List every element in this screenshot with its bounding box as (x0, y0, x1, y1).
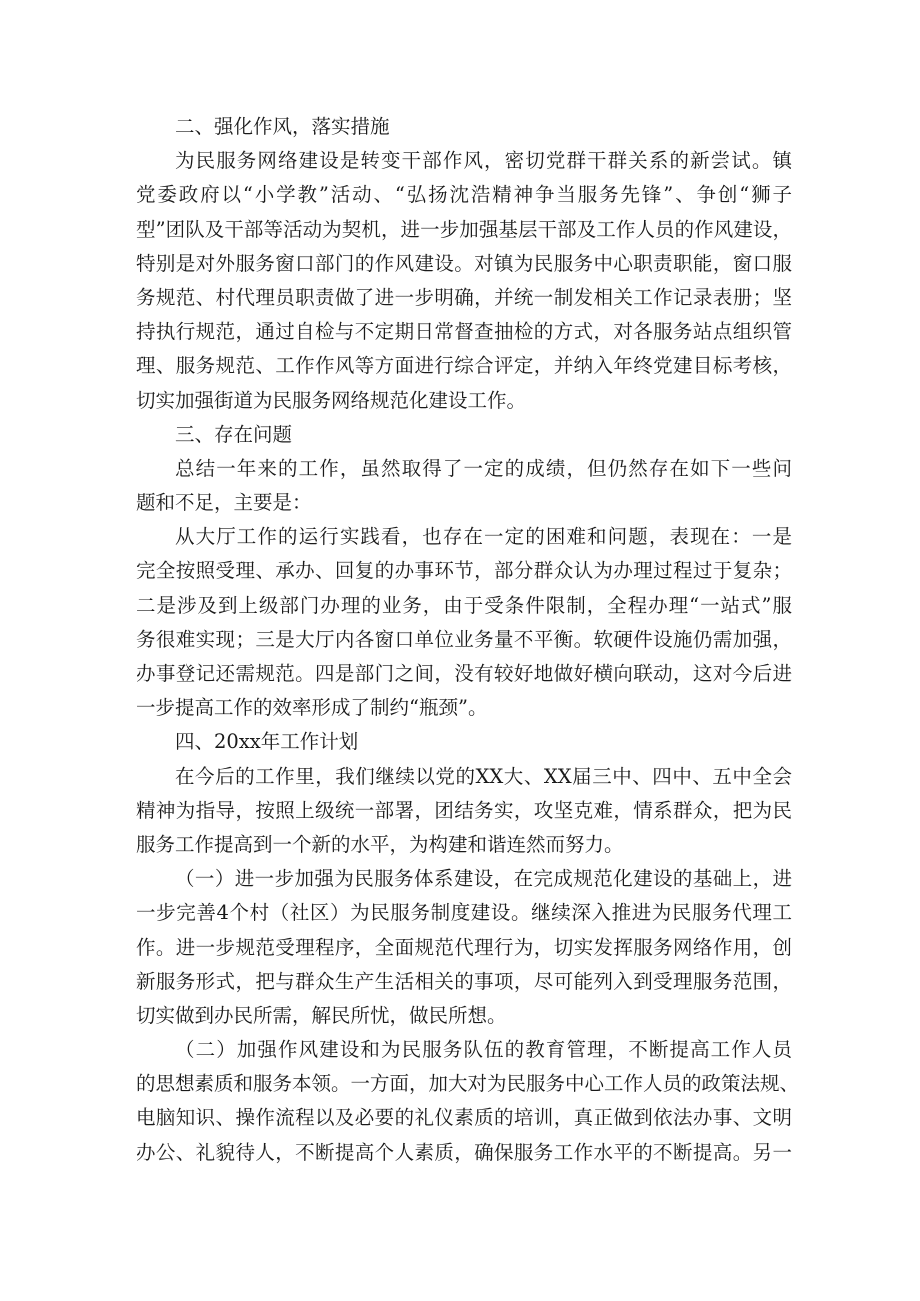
text-line: 务规范、村代理员职责做了进一步明确，并统一制发相关工作记录表册；坚 (136, 285, 792, 309)
text-line: 型”团队及干部等活动为契机，进一步加强基层干部及工作人员的作风建设， (136, 217, 792, 241)
text-line: 二是涉及到上级部门办理的业务，由于受条件限制，全程办理“一站式”服 (136, 593, 792, 617)
text-line: （二）加强作风建设和为民服务队伍的教育管理，不断提高工作人员 (175, 1038, 792, 1062)
text-line: 三、存在问题 (175, 422, 293, 446)
text-line: 二、强化作风，落实措施 (175, 115, 390, 138)
text-line: 办公、礼貌待人，不断提高个人素质，确保服务工作水平的不断提高。另一 (136, 1140, 792, 1164)
text-line: （一）进一步加强为民服务体系建设，在完成规范化建设的基础上，进 (175, 867, 792, 891)
text-line: 电脑知识、操作流程以及必要的礼仪素质的培训，真正做到依法办事、文明 (136, 1106, 792, 1130)
text-line: 切实加强街道为民服务网络规范化建设工作。 (136, 388, 527, 412)
text-line: 精神为指导，按照上级统一部署，团结务实，攻坚克难，情系群众，把为民 (136, 798, 792, 822)
text-line: 题和不足，主要是： (136, 491, 312, 515)
text-line: 持执行规范，通过自检与不定期日常督查抽检的方式，对各服务站点组织管 (136, 320, 792, 344)
text-line: 作。进一步规范受理程序，全面规范代理行为，切实发挥服务网络作用，创 (136, 935, 792, 959)
text-line: 四、20xx年工作计划 (175, 730, 359, 754)
text-line: 完全按照受理、承办、回复的办事环节，部分群众认为办理过程过于复杂； (136, 559, 792, 583)
text-line: 切实做到办民所需，解民所忧，做民所想。 (136, 1003, 507, 1027)
text-line: 新服务形式，把与群众生产生活相关的事项，尽可能列入到受理服务范围， (136, 969, 792, 993)
text-line: 为民服务网络建设是转变干部作风，密切党群干群关系的新尝试。镇 (175, 149, 792, 173)
text-line: 一步完善4个村（社区）为民服务制度建设。继续深入推进为民服务代理工 (136, 901, 792, 925)
text-line: 一步提高工作的效率形成了制约“瓶颈”。 (136, 696, 488, 720)
text-line: 的思想素质和服务本领。一方面，加大对为民服务中心工作人员的政策法规、 (136, 1072, 800, 1096)
text-line: 特别是对外服务窗口部门的作风建设。对镇为民服务中心职责职能，窗口服 (136, 251, 792, 275)
text-line: 党委政府以“小学教”活动、“弘扬沈浩精神争当服务先锋”、争创“狮子 (136, 183, 792, 207)
text-line: 理、服务规范、工作作风等方面进行综合评定，并纳入年终党建目标考核， (136, 354, 792, 378)
text-line: 在今后的工作里，我们继续以党的XX大、XX届三中、四中、五中全会 (175, 764, 792, 788)
document-body (136, 110, 800, 1170)
text-line: 办事登记还需规范。四是部门之间，没有较好地做好横向联动，这对今后进 (136, 662, 792, 685)
text-line: 服务工作提高到一个新的水平，为构建和谐连然而努力。 (136, 832, 624, 856)
text-line: 总结一年来的工作，虽然取得了一定的成绩，但仍然存在如下一些问 (175, 456, 792, 480)
text-line: 务很难实现；三是大厅内各窗口单位业务量不平衡。软硬件设施仍需加强， (136, 627, 792, 651)
text-line: 从大厅工作的运行实践看，也存在一定的困难和问题，表现在：一是 (175, 525, 792, 549)
